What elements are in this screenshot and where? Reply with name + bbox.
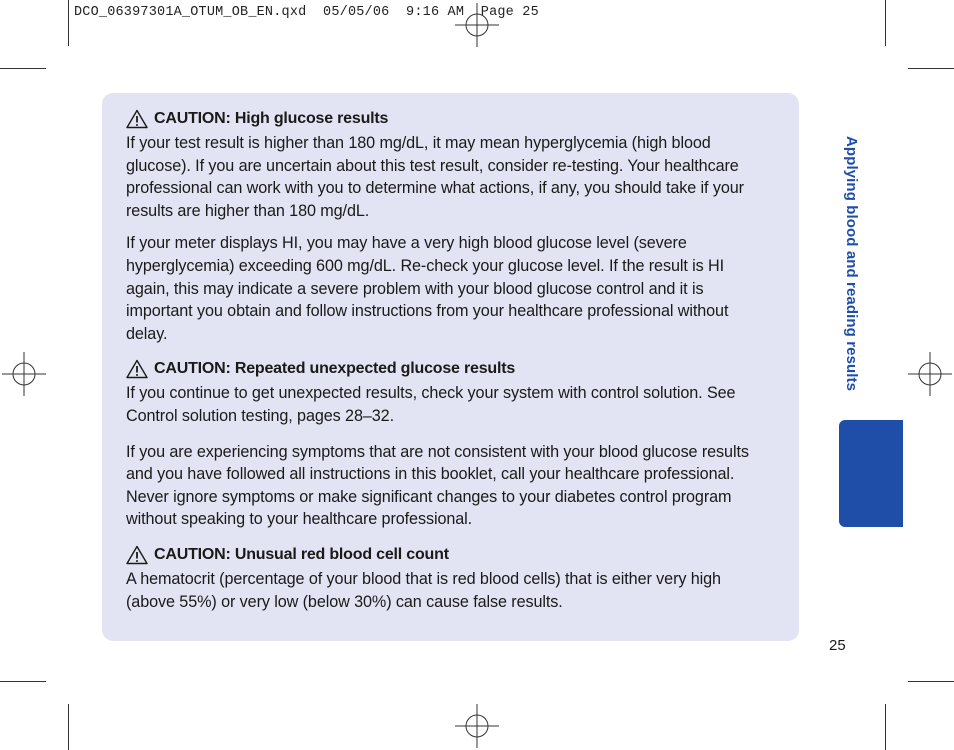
caution-heading-text: CAUTION: Unusual red blood cell count <box>154 545 449 563</box>
section-tab <box>839 420 903 527</box>
page-number: 25 <box>829 637 846 654</box>
section-side-title: Applying blood and reading results <box>843 136 860 392</box>
print-slug: DCO_06397301A_OTUM_OB_EN.qxd 05/05/06 9:16 AM Page 25 <box>74 5 539 20</box>
crop-mark <box>68 0 69 46</box>
caution-heading-high-glucose <box>126 109 766 129</box>
caution-heading-text: CAUTION: Repeated unexpected glucose results <box>154 360 516 378</box>
crop-mark <box>908 68 954 69</box>
warning-triangle-icon <box>126 109 148 129</box>
warning-triangle-icon <box>126 359 148 379</box>
caution-heading-text: CAUTION: High glucose results <box>154 110 389 127</box>
crop-mark <box>0 681 46 682</box>
registration-mark-icon <box>2 352 46 396</box>
registration-mark-icon <box>455 3 499 47</box>
caution-heading-red-blood-cell <box>126 545 766 565</box>
paragraph: If your test result is higher than 180 mg/dL, it may mean hyperglycemia (high blood glucose). If you are uncertain about this test result, consider re-testing. Your healthcare professional can work with you to determine what actions, if any, you should take if your results are higher than 180 mg/dL. <box>126 134 744 220</box>
paragraph: A hematocrit (percentage of your blood that is red blood cells) that is either very high (above 55%) or very low (below 30%) can cause false results. <box>126 569 721 611</box>
paragraph: If your meter displays HI, you may have a very high blood glucose level (severe hyperglycemia) exceeding 600 mg/dL. Re-check your glucose level. If the result is HI again, this may indicate a severe problem with your blood glucose control and it is important you obtain and follow instructions from your healthcare professional without delay. <box>126 234 729 343</box>
caution-heading-repeated-unexpected <box>126 359 766 379</box>
crop-mark <box>68 704 69 750</box>
paragraph: If you continue to get unexpected results, check your system with control solution. See Control solution testing, pages 28–32. <box>126 384 736 425</box>
crop-mark <box>885 704 886 750</box>
registration-mark-icon <box>908 352 952 396</box>
warning-triangle-icon <box>126 545 148 565</box>
crop-mark <box>0 68 46 69</box>
registration-mark-icon <box>455 704 499 748</box>
crop-mark <box>908 681 954 682</box>
crop-mark <box>885 0 886 46</box>
caution-content <box>126 109 766 613</box>
paragraph: If you are experiencing symptoms that are not consistent with your blood glucose results and you have followed all instructions in this booklet, call your healthcare professional. Never ignore symptoms or make significant changes to your diabetes control program without speaking to your healthcare professional. <box>126 442 749 529</box>
